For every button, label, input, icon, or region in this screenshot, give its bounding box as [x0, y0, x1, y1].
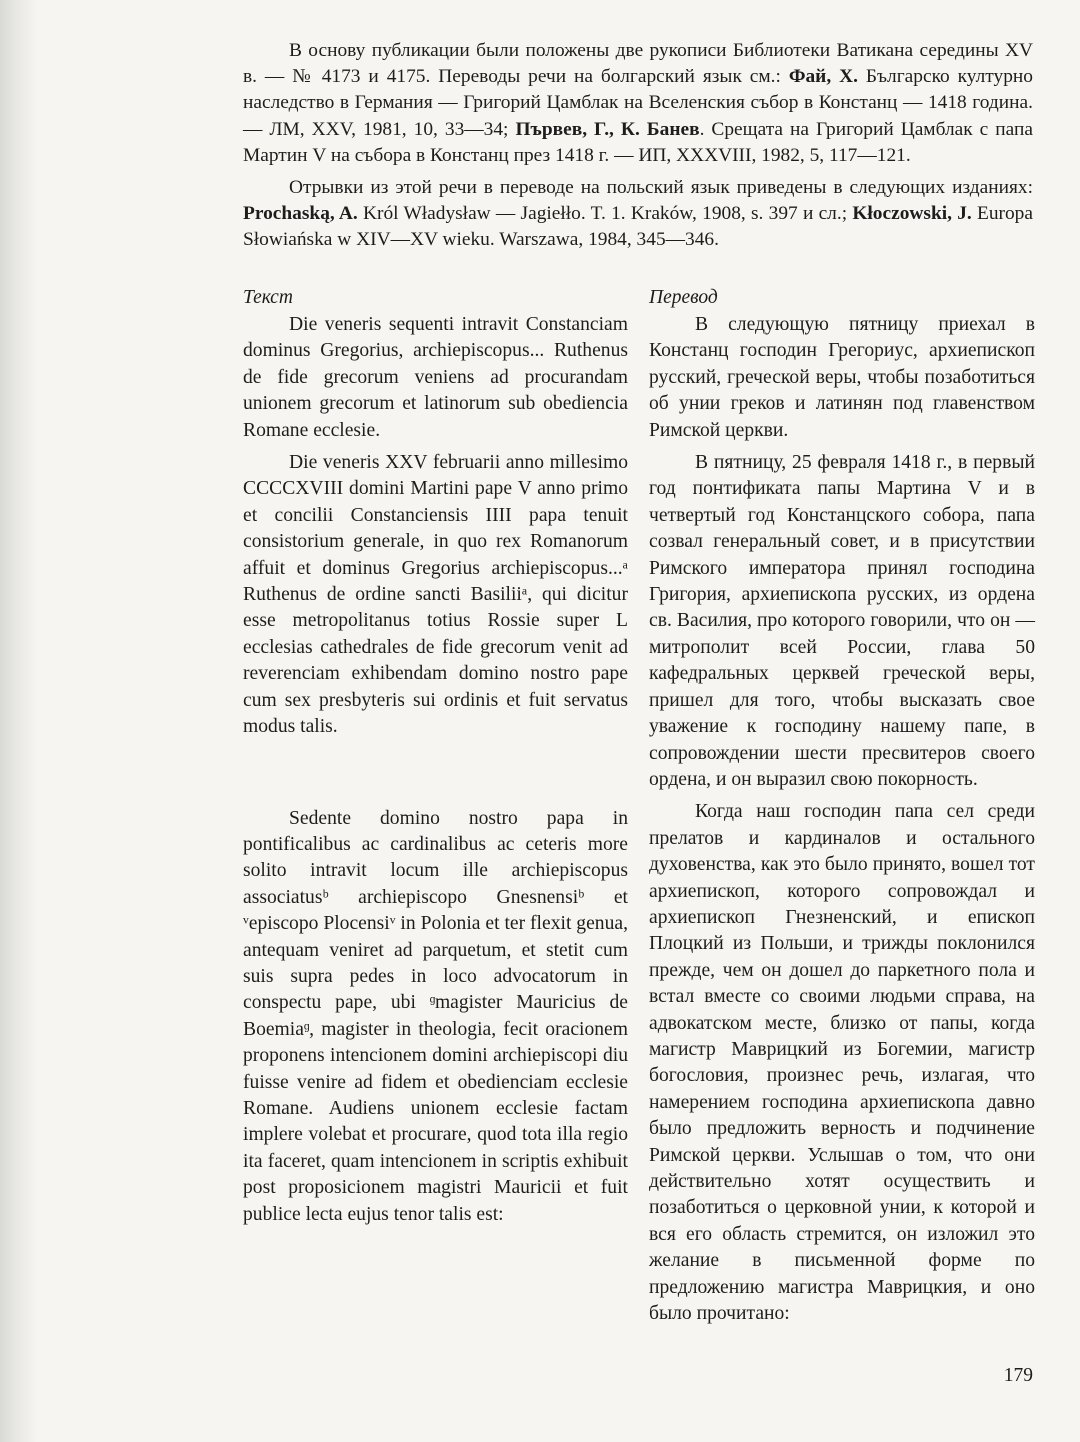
latin-text-column [243, 286, 628, 1228]
translation-column [649, 286, 1035, 1327]
two-column-section [243, 286, 1033, 1406]
intro-p2-text-c: Król Władysław — Jagiełło. T. 1. Kraków, 1908, s. 397 и сл.; [357, 203, 853, 225]
latin-column-heading: Текст [243, 287, 293, 308]
intro-p2-text-d: Europa Słowiańska w XIV—XV wieku. Warszawa, 1984, 345—346. [243, 203, 1033, 251]
latin-paragraph-2: Die veneris XXV februarii anno millesimo CCCCXVIII domini Martini pape V anno primo et concilii Constanciensis IIII papa tenuit consistorium generale, in quo rex Romanorum affuit et dominus Gregorius archiepiscopus...ᵃ Ruthenus de ordine sancti Basiliiᵃ, qui dicitur esse metropolitanus totius Rossie super L ecclesias cathedrales de fide grecorum venit ad reverenciam exhibendam domino nostro pape cum sex presbyteris sui ordinis et fuit servatus modus talis. [243, 452, 628, 738]
intro-p2-text-a: Отрывки из этой речи в переводе на польский язык приведены в следующих изданиях: [289, 177, 1033, 199]
page-number: 179 [1003, 1365, 1033, 1386]
intro-paragraph-2 [243, 175, 1033, 254]
page [243, 38, 1035, 1386]
intro-p1-text-a: В основу публикации были положены две рукописи Библиотеки Ватикана середины XV в. — № 4173 и 4175. Переводы речи на болгарский язык см.: [243, 40, 1033, 88]
intro-p1-text-d: . Срещата на Григорий Цамблак с папа Мартин V на събора в Констанц през 1418 г. — ИП, XXXVIII, 1982, 5, 117—121. [243, 118, 1033, 166]
author-prochaska: Prochaską, A. [243, 203, 358, 225]
intro-section [243, 38, 1033, 254]
intro-paragraph-1 [243, 38, 1033, 169]
author-parvev-banev: Първев, Г., К. Банев [515, 118, 700, 140]
translation-paragraph-2: В пятницу, 25 февраля 1418 г., в первый год понтификата папы Мартина V и в четвертый год Констанцского собора, папа созвал генеральный совет, и в присутствии Римского императора принял господина Григория, архиепископа русских, из ордена св. Василия, про которого говорили, что он — митрополит всей России, глава 50 кафедральных церквей греческой веры, пришел для того, чтобы высказать свое уважение к господину нашему папе, в сопровождении шести пресвитеров своего ордена, и он выразил свою покорность. [649, 452, 1035, 790]
author-fai: Фай, Х. [788, 66, 858, 88]
translation-paragraph-3: Когда наш господин папа сел среди прелатов и кардиналов и остального духовенства, как это было принято, вошел тот архиепископ, которого сопровождал и архиепископ Гнезненский, и епископ Плоцкий из Польши, и трижды поклонился прежде, чем он дошел до паркетного пола и встал вместе со своими людьми справа, на адвокатском месте, близко от папы, когда магистр Маврицкий из Богемии, магистр богословия, произнес речь, излагая, что намерением господина архиепископа давно было предложить верность и подчинение Римской церкви. Услышав о том, что они действительно хотят осуществить и позаботиться о церковной унии, к которой и вся его область стремится, он изложил это желание в письменной форме по предложению магистра Маврицкия, и оно было прочитано: [649, 801, 1035, 1325]
intro-p1-text-c: Българско културно наследство в Германия — Григорий Цамблак на Вселенския събор в Констанц — 1418 година. — ЛМ, XXV, 1981, 10, 33—34; [243, 66, 1033, 140]
latin-paragraph-1: Die veneris sequenti intravit Constanciam dominus Gregorius, archiepiscopus... Ruthenus de fide grecorum veniens ad procurandam unionem grecorum et latinorum sub obediencia Romane ecclesie. [243, 314, 628, 441]
author-kloczowski: Kłoczowski, J. [852, 203, 972, 225]
binding-shadow [0, 0, 38, 1442]
latin-paragraph-3: Sedente domino nostro papa in pontificalibus ac cardinalibus ac ceteris more solito intravit locum ille archiepiscopus associatusᵇ archiepiscopo Gnesnensiᵇ et ᵛepiscopo Plocensiᵛ in Polonia et ter flexit genua, antequam veniret ad parquetum, et stetit cum suis supra pedes in loco advocatorum in conspectu pape, ubi ᶢmagister Mauricius de Boemiaᶢ, magister in theologia, fecit oracionem proponens intencionem domini archiepiscopi diu fuisse venire ad fidem et obedienciam ecclesie Romane. Audiens unionem ecclesie factam implere volebat et procurare, quod tota illa regio ita faceret, quam intencionem in scriptis exhibuit post proposicionem magistri Mauricii et fuit publice lecta eujus tenor talis est: [243, 807, 628, 1225]
translation-paragraph-1: В следующую пятницу приехал в Констанц господин Грегориус, архиепископ русский, греческой веры, чтобы позаботиться об унии греков и латинян под главенством Римской церкви. [649, 314, 1035, 441]
translation-column-heading: Перевод [649, 287, 718, 308]
